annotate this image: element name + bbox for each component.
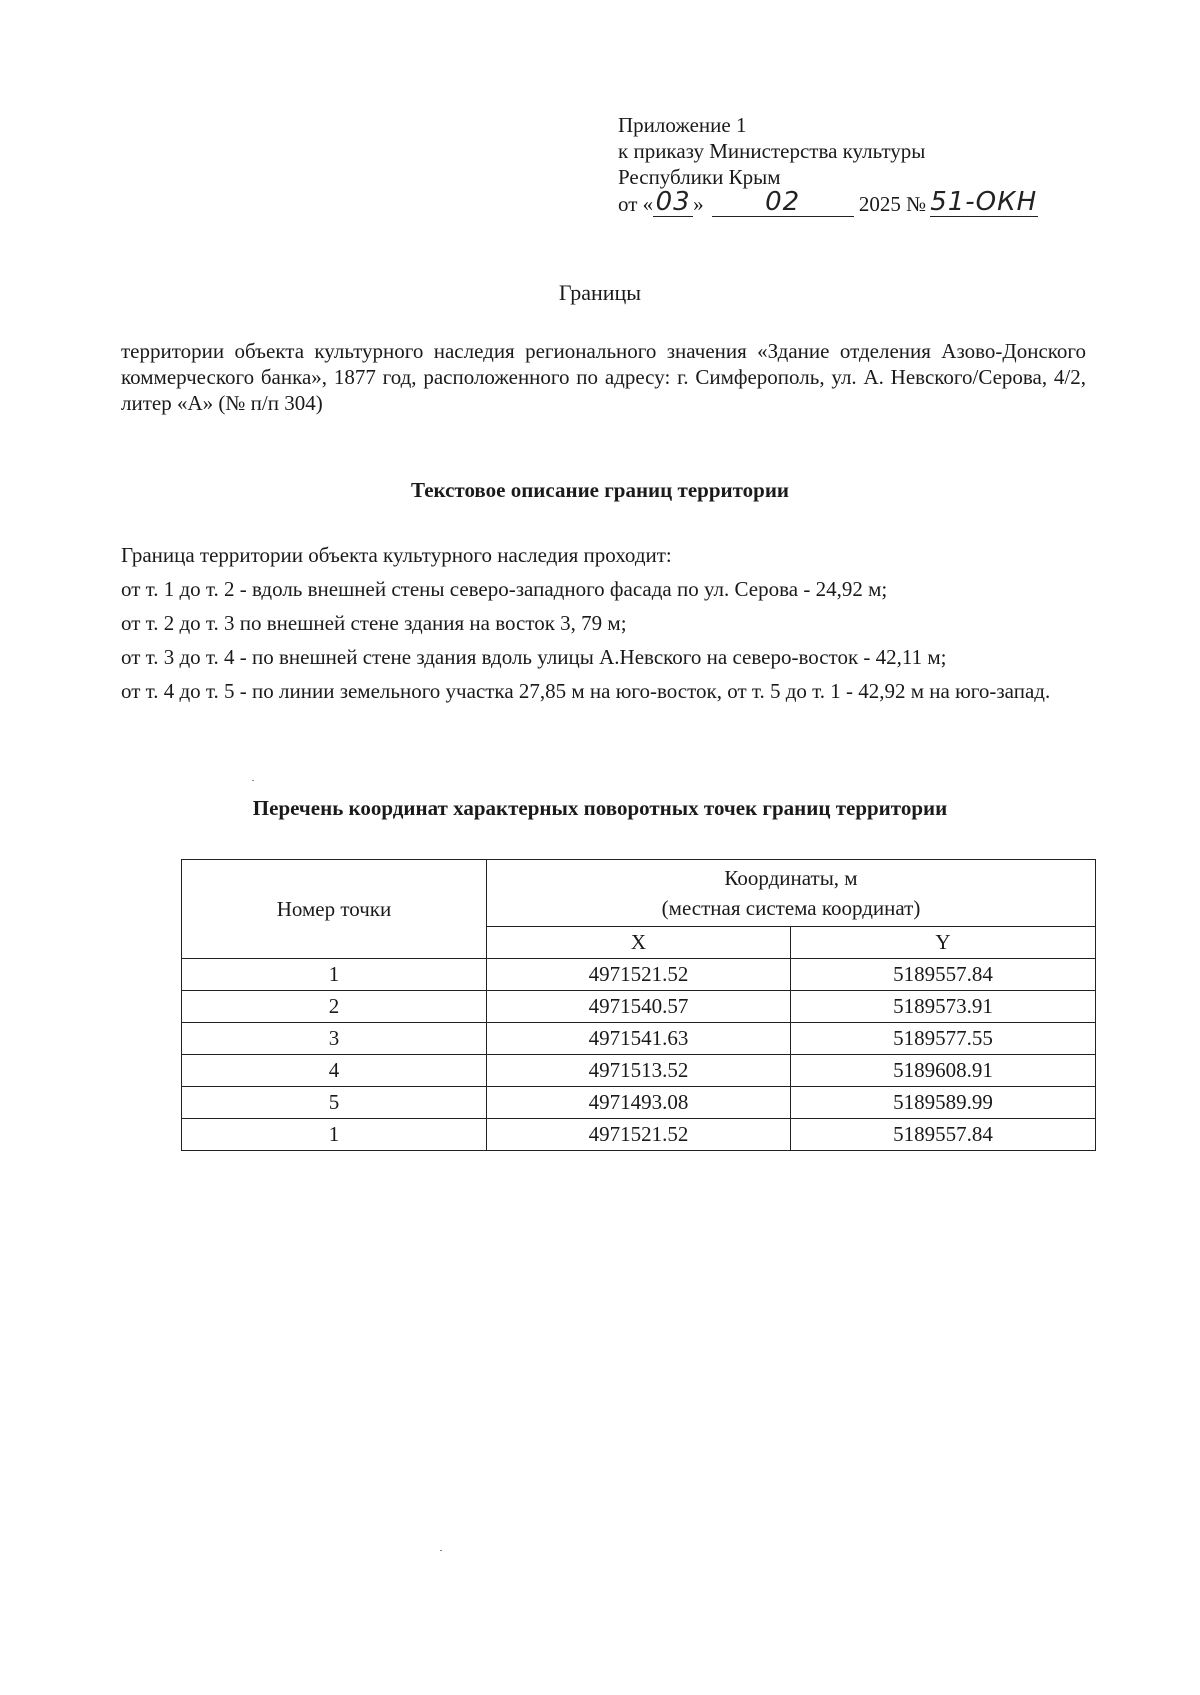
y-coordinate-cell: 5189573.91 bbox=[791, 991, 1096, 1023]
coordinates-header-line2: (местная система координат) bbox=[661, 896, 921, 920]
document-title: Границы bbox=[558, 280, 642, 305]
description-line: от т. 3 до т. 4 - по внешней стене здания вдоль улицы А.Невского на северо-восток - 42,11 м; bbox=[121, 645, 947, 669]
coordinates-header bbox=[487, 860, 1096, 927]
point-number-cell: 4 bbox=[182, 1055, 487, 1087]
description-line: от т. 4 до т. 5 - по линии земельного участка 27,85 м на юго-восток, от т. 5 до т. 1 - 42,92 м на юго-запад. bbox=[121, 679, 1051, 703]
point-number-header: Номер точки bbox=[182, 860, 487, 959]
table-row bbox=[182, 1087, 1096, 1119]
date-day-field bbox=[653, 187, 693, 217]
x-coordinate-cell: 4971513.52 bbox=[487, 1055, 791, 1087]
table-row bbox=[182, 1119, 1096, 1151]
table-row bbox=[182, 1055, 1096, 1087]
x-coordinate-cell: 4971493.08 bbox=[487, 1087, 791, 1119]
order-reference: к приказу Министерства культуры bbox=[618, 139, 926, 163]
x-column-header: X bbox=[487, 927, 791, 959]
coordinates-table bbox=[181, 859, 1096, 1151]
table-row bbox=[182, 991, 1096, 1023]
date-month-field bbox=[712, 187, 854, 217]
y-coordinate-cell: 5189557.84 bbox=[791, 959, 1096, 991]
appendix-label: Приложение 1 bbox=[618, 113, 747, 137]
order-date-line bbox=[618, 187, 1118, 217]
x-coordinate-cell: 4971521.52 bbox=[487, 959, 791, 991]
boundary-description bbox=[121, 538, 1126, 708]
date-prefix: от « bbox=[618, 192, 654, 216]
y-coordinate-cell: 5189557.84 bbox=[791, 1119, 1096, 1151]
scan-speck bbox=[440, 1550, 442, 1551]
order-number-handwritten: 51-ОКН bbox=[930, 187, 1038, 217]
description-line: от т. 2 до т. 3 по внешней стене здания на восток 3, 79 м; bbox=[121, 611, 627, 635]
x-coordinate-cell: 4971521.52 bbox=[487, 1119, 791, 1151]
description-line: от т. 1 до т. 2 - вдоль внешней стены северо-западного фасада по ул. Серова - 24,92 м; bbox=[121, 577, 888, 601]
point-number-cell: 2 bbox=[182, 991, 487, 1023]
point-number-cell: 5 bbox=[182, 1087, 487, 1119]
scan-speck bbox=[252, 780, 254, 781]
point-number-cell: 1 bbox=[182, 959, 487, 991]
y-coordinate-cell: 5189589.99 bbox=[791, 1087, 1096, 1119]
x-coordinate-cell: 4971541.63 bbox=[487, 1023, 791, 1055]
x-coordinate-cell: 4971540.57 bbox=[487, 991, 791, 1023]
date-month-handwritten: 02 bbox=[765, 187, 801, 217]
description-line: Граница территории объекта культурного наследия проходит: bbox=[121, 543, 672, 567]
text-description-heading: Текстовое описание границ территории bbox=[410, 478, 790, 502]
date-year: 2025 № bbox=[858, 192, 927, 216]
y-coordinate-cell: 5189608.91 bbox=[791, 1055, 1096, 1087]
table-row bbox=[182, 959, 1096, 991]
date-close: » bbox=[693, 192, 704, 216]
appendix-header bbox=[618, 112, 1118, 217]
order-number-field bbox=[930, 187, 1038, 217]
point-number-cell: 1 bbox=[182, 1119, 487, 1151]
y-column-header: Y bbox=[791, 927, 1096, 959]
republic-name: Республики Крым bbox=[618, 165, 781, 189]
y-coordinate-cell: 5189577.55 bbox=[791, 1023, 1096, 1055]
coordinates-heading: Перечень координат характерных поворотных точек границ территории bbox=[252, 796, 948, 820]
object-description: территории объекта культурного наследия регионального значения «Здание отделения Азово-Донского коммерческого банка», 1877 год, расположенного по адресу: г. Симферополь, ул. А. Невского/Серова, 4/2, литер «А» (№ п/п 304) bbox=[121, 339, 1086, 415]
coordinates-header-line1: Координаты, м bbox=[724, 866, 858, 890]
point-number-cell: 3 bbox=[182, 1023, 487, 1055]
date-day-handwritten: 03 bbox=[655, 187, 691, 217]
table-row bbox=[182, 1023, 1096, 1055]
